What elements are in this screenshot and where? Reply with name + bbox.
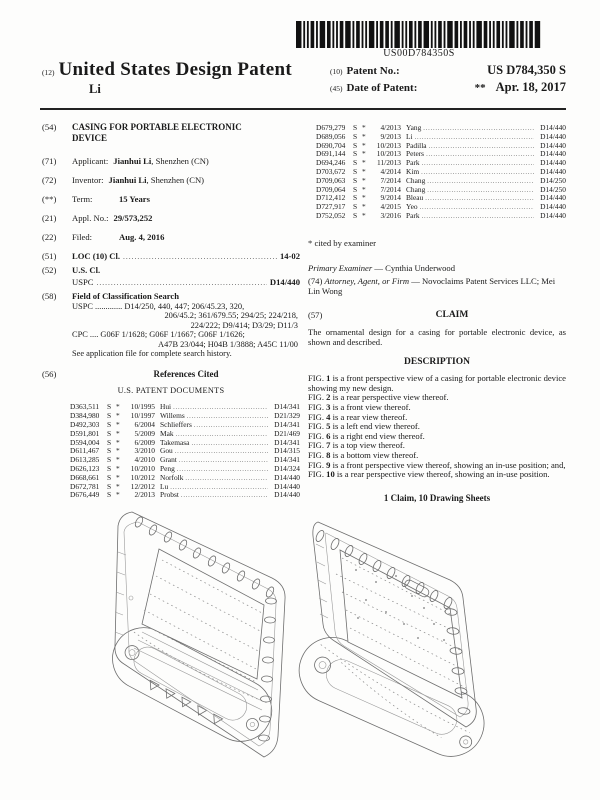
patent-no-code: (10) — [330, 67, 343, 76]
invention-title-block — [42, 122, 300, 144]
field-57-code: (57) — [308, 309, 323, 320]
date-value: Apr. 18, 2017 — [495, 80, 566, 94]
patent-ref-row: D611,467 S * 3/2010 Gou ..... D14/315 — [70, 447, 300, 456]
field-search-label: Field of Classification Search — [72, 291, 180, 301]
uscl-label: U.S. Cl. — [72, 265, 101, 275]
patent-no-label: Patent No.: — [346, 65, 400, 77]
claim-heading-row — [308, 310, 566, 320]
biblio-field-row: (71) Applicant: Jianhui Li , Shenzhen (CN) — [42, 156, 209, 166]
field-54-code: (54) — [42, 122, 57, 132]
patent-ref-row: D594,004 S * 6/2009 Takemasa ..... D14/341 — [70, 439, 300, 448]
field-74-code: (74) — [308, 275, 323, 286]
claim-sheet-summary: 1 Claim, 10 Drawing Sheets — [383, 492, 491, 503]
patent-ref-row: D676,449 S * 2/2013 Probst ..... D14/440 — [70, 491, 300, 500]
barcode-text: US00D784350S — [383, 48, 455, 59]
figure-front-perspective-drawing — [58, 502, 298, 794]
dot-leader — [429, 142, 534, 151]
patent-ref-row: D613,285 S * 4/2010 Grant ..... D14/341 — [70, 456, 300, 465]
figure-description: FIG. 4 is a rear view thereof. — [308, 411, 408, 422]
patent-ref-row: D668,661 S * 10/2012 Norfolk ..... D14/440 — [70, 474, 300, 483]
figure-description: FIG. 3 is a front view thereof. — [308, 401, 411, 412]
left-column — [42, 122, 300, 500]
dot-leader — [177, 465, 268, 474]
dot-leader — [187, 412, 268, 421]
figure-description: FIG. 1 is a front perspective view of a casing for portable electronic device showing my new design. — [308, 373, 566, 393]
header-rule — [40, 108, 566, 110]
patent-ref-row: D689,056 S * 9/2013 Li ..... D14/440 — [316, 133, 566, 142]
date-label: Date of Patent: — [346, 82, 418, 94]
loc-class-row — [42, 251, 300, 262]
dot-leader — [423, 124, 534, 133]
patent-number-row — [330, 63, 566, 80]
bibliographic-fields — [42, 156, 300, 242]
dot-leader — [176, 430, 268, 439]
figure-descriptions — [308, 374, 566, 480]
inventor-name: Li — [89, 82, 101, 96]
uspc-row — [72, 277, 300, 288]
dot-leader — [194, 421, 268, 430]
header-right — [330, 63, 566, 97]
date-stars: ** — [474, 82, 486, 94]
patent-ref-row: D492,303 S * 6/2004 Schlieffers ..... D14/341 — [70, 421, 300, 430]
field-search-line: 206/45.2; 361/679.55; 294/25; 224/218, — [164, 311, 298, 321]
patent-ref-row: D679,279 S * 4/2013 Yang ..... D14/440 — [316, 124, 566, 133]
dot-leader — [426, 150, 534, 159]
em-dash: — — [409, 275, 422, 286]
description-heading: DESCRIPTION — [404, 357, 470, 368]
dot-leader — [181, 491, 268, 500]
document-title: United States Design Patent — [58, 59, 292, 80]
primary-examiner-line — [308, 263, 566, 273]
uspc-label: USPC — [72, 277, 94, 287]
field-52-code: (52) — [42, 265, 57, 275]
patent-no-value: US D784,350 S — [487, 63, 566, 77]
biblio-field-row: (**) Term: 15 Years — [42, 194, 150, 204]
attorney-line — [308, 276, 566, 297]
cited-by-examiner-note: * cited by examiner — [308, 237, 377, 248]
figure-rear-perspective-drawing — [292, 500, 544, 792]
us-patent-documents-heading: U.S. PATENT DOCUMENTS — [117, 386, 225, 396]
kind-code: (12) — [42, 68, 55, 77]
uspc-value: D14/440 — [269, 277, 300, 287]
field-search-line: CPC .... G06F 1/1628; G06F 1/1667; G06F 1/1626; — [72, 330, 245, 340]
dot-leader — [179, 456, 268, 465]
em-dash: — — [372, 262, 386, 273]
us-class-row — [42, 265, 300, 275]
dot-leader — [415, 133, 534, 142]
claim-heading: CLAIM — [435, 309, 469, 320]
patent-ref-row: D709,063 S * 7/2014 Chang ..... D14/250 — [316, 177, 566, 186]
references-title: References Cited — [153, 369, 219, 380]
patent-ref-row: D690,704 S * 10/2013 Padilla ..... D14/440 — [316, 142, 566, 151]
field-58-code: (58) — [42, 291, 57, 301]
dot-leader — [123, 251, 277, 262]
loc-value: 14-02 — [279, 251, 300, 261]
dot-leader — [421, 168, 534, 177]
field-51-code: (51) — [42, 251, 57, 261]
dot-leader — [422, 212, 534, 221]
biblio-field-row: (72) Inventor: Jianhui Li , Shenzhen (CN) — [42, 175, 205, 185]
patent-date-row — [330, 80, 566, 97]
field-search-heading — [42, 291, 300, 301]
header-left — [42, 59, 292, 97]
patent-ref-row: D591,801 S * 5/2009 Mak ..... D21/469 — [70, 430, 300, 439]
patent-ref-row: D691,144 S * 10/2013 Peters ..... D14/440 — [316, 150, 566, 159]
field-search-lines — [72, 302, 298, 358]
patent-ref-row: D712,412 S * 9/2014 Bleau ..... D14/440 — [316, 194, 566, 203]
field-56-code: (56) — [42, 369, 57, 380]
patent-ref-row: D363,511 S * 10/1995 Hui ..... D14/341 — [70, 403, 300, 412]
dot-leader — [191, 439, 268, 448]
patent-ref-row: D672,781 S * 12/2012 Lu ..... D14/440 — [70, 483, 300, 492]
biblio-field-row: (21) Appl. No.: 29/573,252 — [42, 213, 153, 223]
patent-ref-row: D752,052 S * 3/2016 Park ..... D14/440 — [316, 212, 566, 221]
dot-leader — [422, 159, 534, 168]
attorney-name: Novoclaims Patent Services LLC; Mei Lin Wong — [308, 275, 556, 297]
dot-leader — [185, 474, 268, 483]
invention-title: CASING FOR PORTABLE ELECTRONIC DEVICE — [72, 122, 242, 143]
field-search-line: A47B 23/044; H04B 1/3888; A45C 11/00 — [158, 339, 298, 349]
figure-description: FIG. 9 is a front perspective view thereof, showing an in-use position; and, — [308, 459, 566, 470]
dot-leader — [175, 447, 268, 456]
date-code: (45) — [330, 84, 343, 93]
dot-leader — [173, 403, 268, 412]
patent-ref-row: D384,980 S * 10/1997 Willems ..... D21/329 — [70, 412, 300, 421]
figure-description: FIG. 2 is a rear perspective view thereof. — [308, 392, 449, 403]
dot-leader — [425, 194, 534, 203]
dot-leader — [427, 177, 534, 186]
field-search-line: USPC ............. D14/250, 440, 447; 206/45.23, 320, — [72, 302, 245, 311]
field-search-line: 224/222; D9/414; D3/29; D11/3 — [190, 320, 298, 330]
field-search-note: See application file for complete search history. — [72, 349, 232, 359]
loc-label: LOC (10) Cl. — [72, 251, 120, 261]
figure-description: FIG. 7 is a top view thereof. — [308, 440, 405, 451]
dot-leader — [420, 203, 534, 212]
patent-ref-row: D709,064 S * 7/2014 Chang ..... D14/250 — [316, 186, 566, 195]
references-list-left — [70, 403, 300, 500]
drawing-sheet — [0, 500, 600, 800]
dot-leader — [427, 186, 534, 195]
figure-description: FIG. 8 is a bottom view thereof. — [308, 449, 419, 460]
figure-description: FIG. 10 is a rear perspective view thereof, showing an in-use position. — [308, 469, 550, 480]
references-list-right — [316, 124, 566, 221]
references-heading — [42, 369, 300, 379]
dot-leader — [97, 277, 267, 288]
dot-leader — [170, 483, 268, 492]
biblio-field-row: (22) Filed: Aug. 4, 2016 — [42, 232, 165, 242]
barcode — [296, 21, 542, 48]
patent-ref-row: D727,917 S * 4/2015 Yeo ..... D14/440 — [316, 203, 566, 212]
right-column — [308, 122, 566, 503]
patent-ref-row: D703,672 S * 4/2014 Kim ..... D14/440 — [316, 168, 566, 177]
patent-ref-row: D694,246 S * 11/2013 Park ..... D14/440 — [316, 159, 566, 168]
figure-description: FIG. 5 is a left end view thereof. — [308, 421, 420, 432]
examiner-label: Primary Examiner — [308, 262, 373, 273]
examiner-name: Cynthia Underwood — [385, 262, 456, 273]
claim-text: The ornamental design for a casing for portable electronic device, as shown and described. — [308, 326, 566, 347]
attorney-label: Attorney, Agent, or Firm — [324, 275, 410, 286]
patent-ref-row: D626,123 S * 10/2010 Peng ..... D14/324 — [70, 465, 300, 474]
figure-description: FIG. 6 is a right end view thereof. — [308, 430, 425, 441]
